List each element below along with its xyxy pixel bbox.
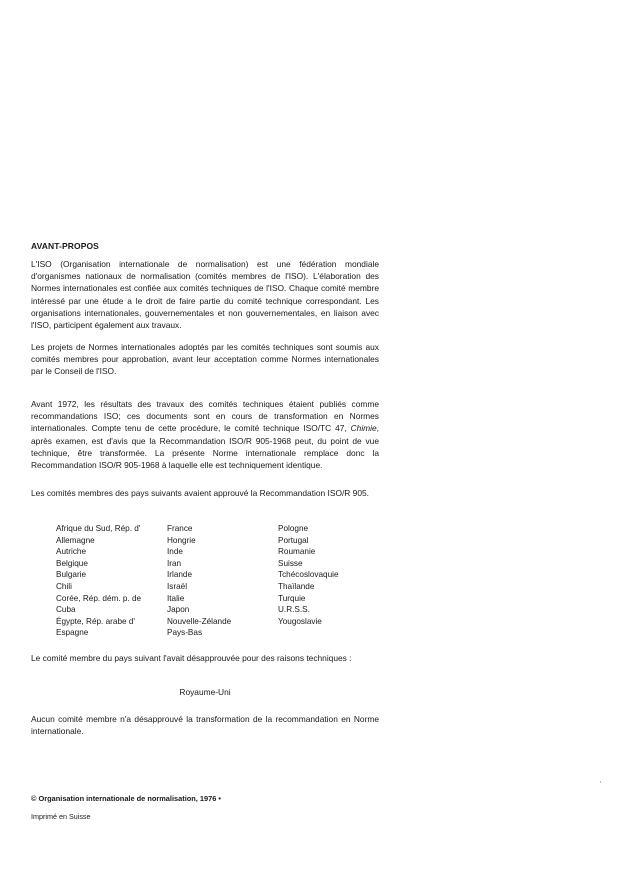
country-item: Roumanie	[278, 547, 316, 557]
country-item: Japon	[167, 605, 190, 615]
country-item: Tchécoslovaquie	[278, 570, 339, 580]
paragraph-history	[31, 398, 379, 471]
country-item: Yougoslavie	[278, 616, 322, 626]
country-item: Égypte, Rép. arabe d'	[56, 616, 135, 626]
country-item: Nouvelle-Zélande	[167, 616, 232, 626]
paragraph-approving-members: Les comités membres des pays suivants avaient approuvé la Recommandation ISO/R 905.	[31, 488, 369, 498]
country-item: Belgique	[56, 558, 88, 568]
country-item: Iran	[167, 558, 182, 568]
country-item: Chili	[56, 581, 72, 591]
paragraph-iso-intro: L'ISO (Organisation internationale de normalisation) est une fédération mondiale d'organismes nationaux de normalisation (comités membres de l'ISO). L'élaboration des Normes internationales est confiée aux comités techniques de l'ISO. Chaque comité membre intéressé par une étude a le droit de faire partie du comité technique correspondant. Les organisations internationales, gouvernementales et non gouvernementales, en liaison avec l'ISO, participent également aux travaux.	[31, 259, 379, 331]
disapproving-country: Royaume-Uni	[179, 687, 231, 697]
country-item: Cuba	[56, 605, 76, 615]
country-item: Turquie	[278, 593, 306, 603]
page-heading: AVANT-PROPOS	[31, 241, 99, 251]
country-item: Corée, Rép. dém. p. de	[56, 593, 142, 603]
country-item: Israël	[167, 581, 188, 591]
country-item: Italie	[167, 593, 185, 603]
country-item: Espagne	[56, 628, 89, 638]
country-item: Pologne	[278, 524, 309, 533]
country-item: Autriche	[56, 547, 87, 557]
country-item: Bulgarie	[56, 570, 87, 580]
printed-in-notice: Imprimé en Suisse	[31, 812, 91, 821]
country-item: France	[167, 524, 193, 533]
country-item: Pays-Bas	[167, 628, 203, 638]
country-item: Hongrie	[167, 535, 196, 545]
country-item: Portugal	[278, 535, 309, 545]
p3-italic-chimie: Chimie	[350, 423, 377, 434]
country-item: Afrique du Sud, Rép. d'	[56, 524, 141, 533]
page-speck	[600, 781, 601, 783]
copyright-notice: © Organisation internationale de normalisation, 1976 •	[31, 794, 221, 803]
country-item: Allemagne	[56, 535, 95, 545]
country-item	[278, 627, 398, 639]
p3-text-before: Avant 1972, les résultats des travaux des comités techniques étaient publiés comme recommandations ISO; ces documents sont en cours de transformation en Normes internationales. Compte tenu de cette procédure, le comité technique ISO/TC 47,	[31, 399, 379, 434]
country-item: U.R.S.S.	[278, 605, 310, 615]
paragraph-disapproving-member: Le comité membre du pays suivant l'avait désapprouvée pour des raisons techniques :	[31, 653, 352, 663]
paragraph-no-disapproval: Aucun comité membre n'a désapprouvé la transformation de la recommandation en Norme internationale.	[31, 714, 379, 737]
country-item: Thaïlande	[278, 581, 315, 591]
country-item: Irlande	[167, 570, 193, 580]
country-item: Suisse	[278, 558, 303, 568]
country-item: Inde	[167, 547, 183, 557]
paragraph-draft-standards: Les projets de Normes internationales adoptés par les comités techniques sont soumis aux comités membres pour approbation, avant leur acceptation comme Normes internationales par le Conseil de l'ISO.	[31, 342, 379, 377]
p3-text-after: , après examen, est d'avis que la Recommandation ISO/R 905-1968 peut, du point de vue technique, être transformée. La présente Norme internationale remplace donc la Recommandation ISO/R 905-1968 à laquelle elle est techniquement identique.	[31, 423, 379, 471]
country-list	[56, 523, 398, 639]
